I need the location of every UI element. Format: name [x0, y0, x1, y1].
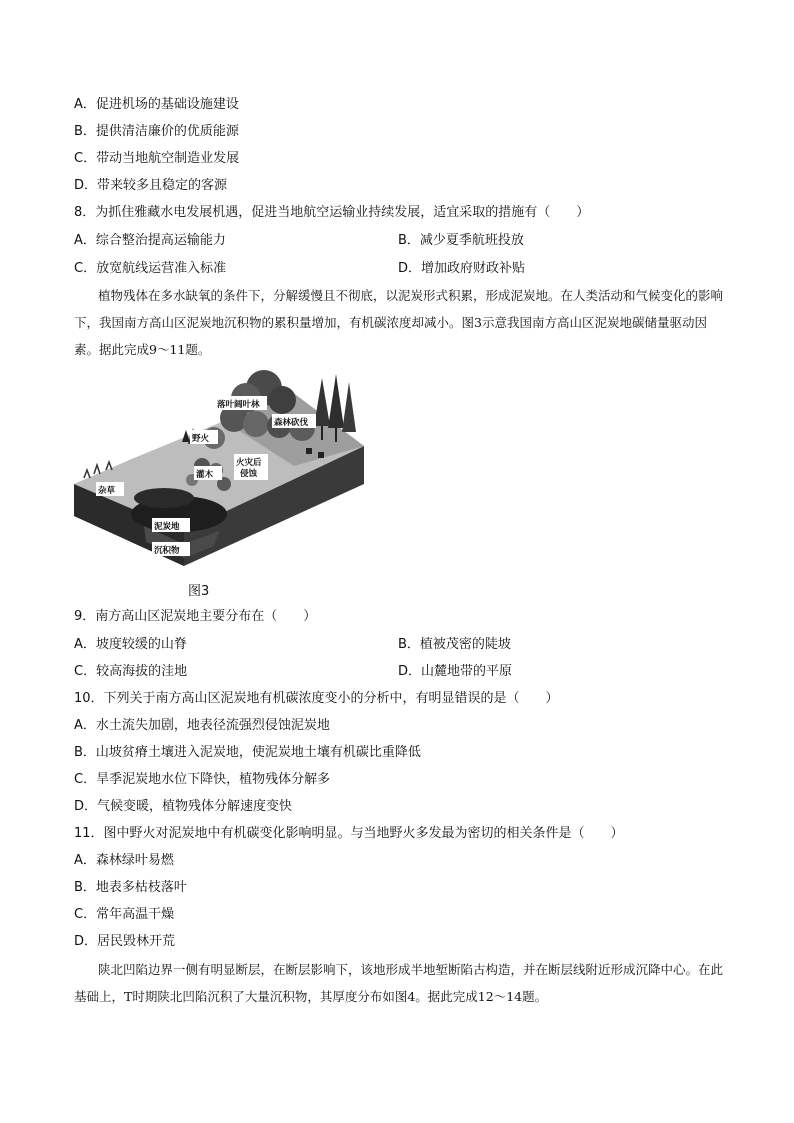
q7-option-c: C．带动当地航空制造业发展 [74, 151, 240, 166]
label-deciduous-forest: 落叶阔叶林 [217, 400, 260, 410]
q8-stem: 8．为抓住雅藏水电发展机遇，促进当地航空运输业持续发展，适宜采取的措施有（ ） [74, 205, 590, 220]
q9-option-d: D．山麓地带的平原 [398, 664, 513, 679]
label-sediment: 沉积物 [154, 546, 180, 556]
q11-option-b: B．地表多枯枝落叶 [74, 880, 187, 895]
q11-option-c: C．常年高温干燥 [74, 907, 175, 922]
figure-3-caption: 图3 [188, 584, 210, 599]
q9-option-a: A．坡度较缓的山脊 [74, 637, 187, 652]
q8-option-b: B．减少夏季航班投放 [398, 233, 524, 248]
label-post-fire-erosion-1: 火灾后 [236, 458, 262, 468]
q8-option-c: C．放宽航线运营准入标准 [74, 261, 227, 276]
q10-option-c: C．旱季泥炭地水位下降快，植物残体分解多 [74, 772, 331, 787]
label-logging: 森林砍伐 [274, 418, 309, 428]
q11-option-a: A．森林绿叶易燃 [74, 853, 174, 868]
label-wildfire: 野火 [192, 434, 210, 444]
peatland-block-diagram [74, 366, 364, 578]
q9-option-c: C．较高海拔的洼地 [74, 664, 188, 679]
q9-option-b: B．植被茂密的陡坡 [398, 637, 511, 652]
q10-stem: 10．下列关于南方高山区泥炭地有机碳浓度变小的分析中，有明显错误的是（ ） [74, 691, 559, 706]
label-post-fire-erosion-2: 侵蚀 [240, 469, 258, 479]
q8-option-a: A．综合整治提高运输能力 [74, 233, 226, 248]
q8-option-d: D．增加政府财政补贴 [398, 261, 526, 276]
passage-peatland: 植物残体在多水缺氧的条件下，分解缓慢且不彻底，以泥炭形式积累，形成泥炭地。在人类活动和气候变化的影响下，我国南方高山区泥炭地沉积物的累积量增加，有机碳浓度却减小。图3示意我国南方高山区泥炭地碳储量驱动因素。据此完成9～11题。 [74, 288, 724, 357]
q10-option-d: D．气候变暖，植物残体分解速度变快 [74, 799, 293, 814]
label-weeds: 杂草 [98, 486, 116, 496]
q9-stem: 9．南方高山区泥炭地主要分布在（ ） [74, 609, 317, 624]
label-shrub: 灌木 [196, 470, 214, 480]
passage-shaanbei-depression: 陕北凹陷边界一侧有明显断层，在断层影响下，该地形成半地堑断陷古构造，并在断层线附近形成沉降中心。在此基础上，T时期陕北凹陷沉积了大量沉积物，其厚度分布如图4。据此完成12～14题。 [74, 962, 724, 1004]
q7-option-b: B．提供清洁廉价的优质能源 [74, 124, 239, 139]
figure-3-peatland-diagram [74, 366, 364, 578]
q10-option-b: B．山坡贫瘠土壤进入泥炭地，使泥炭地土壤有机碳比重降低 [74, 745, 421, 760]
label-peatland: 泥炭地 [154, 522, 180, 532]
q7-option-a: A．促进机场的基础设施建设 [74, 97, 239, 112]
q11-stem: 11．图中野火对泥炭地中有机碳变化影响明显。与当地野火多发最为密切的相关条件是（ ） [74, 826, 624, 841]
q7-option-d: D．带来较多且稳定的客源 [74, 178, 228, 193]
q11-option-d: D．居民毁林开荒 [74, 934, 176, 949]
q10-option-a: A．水土流失加剧，地表径流强烈侵蚀泥炭地 [74, 718, 330, 733]
